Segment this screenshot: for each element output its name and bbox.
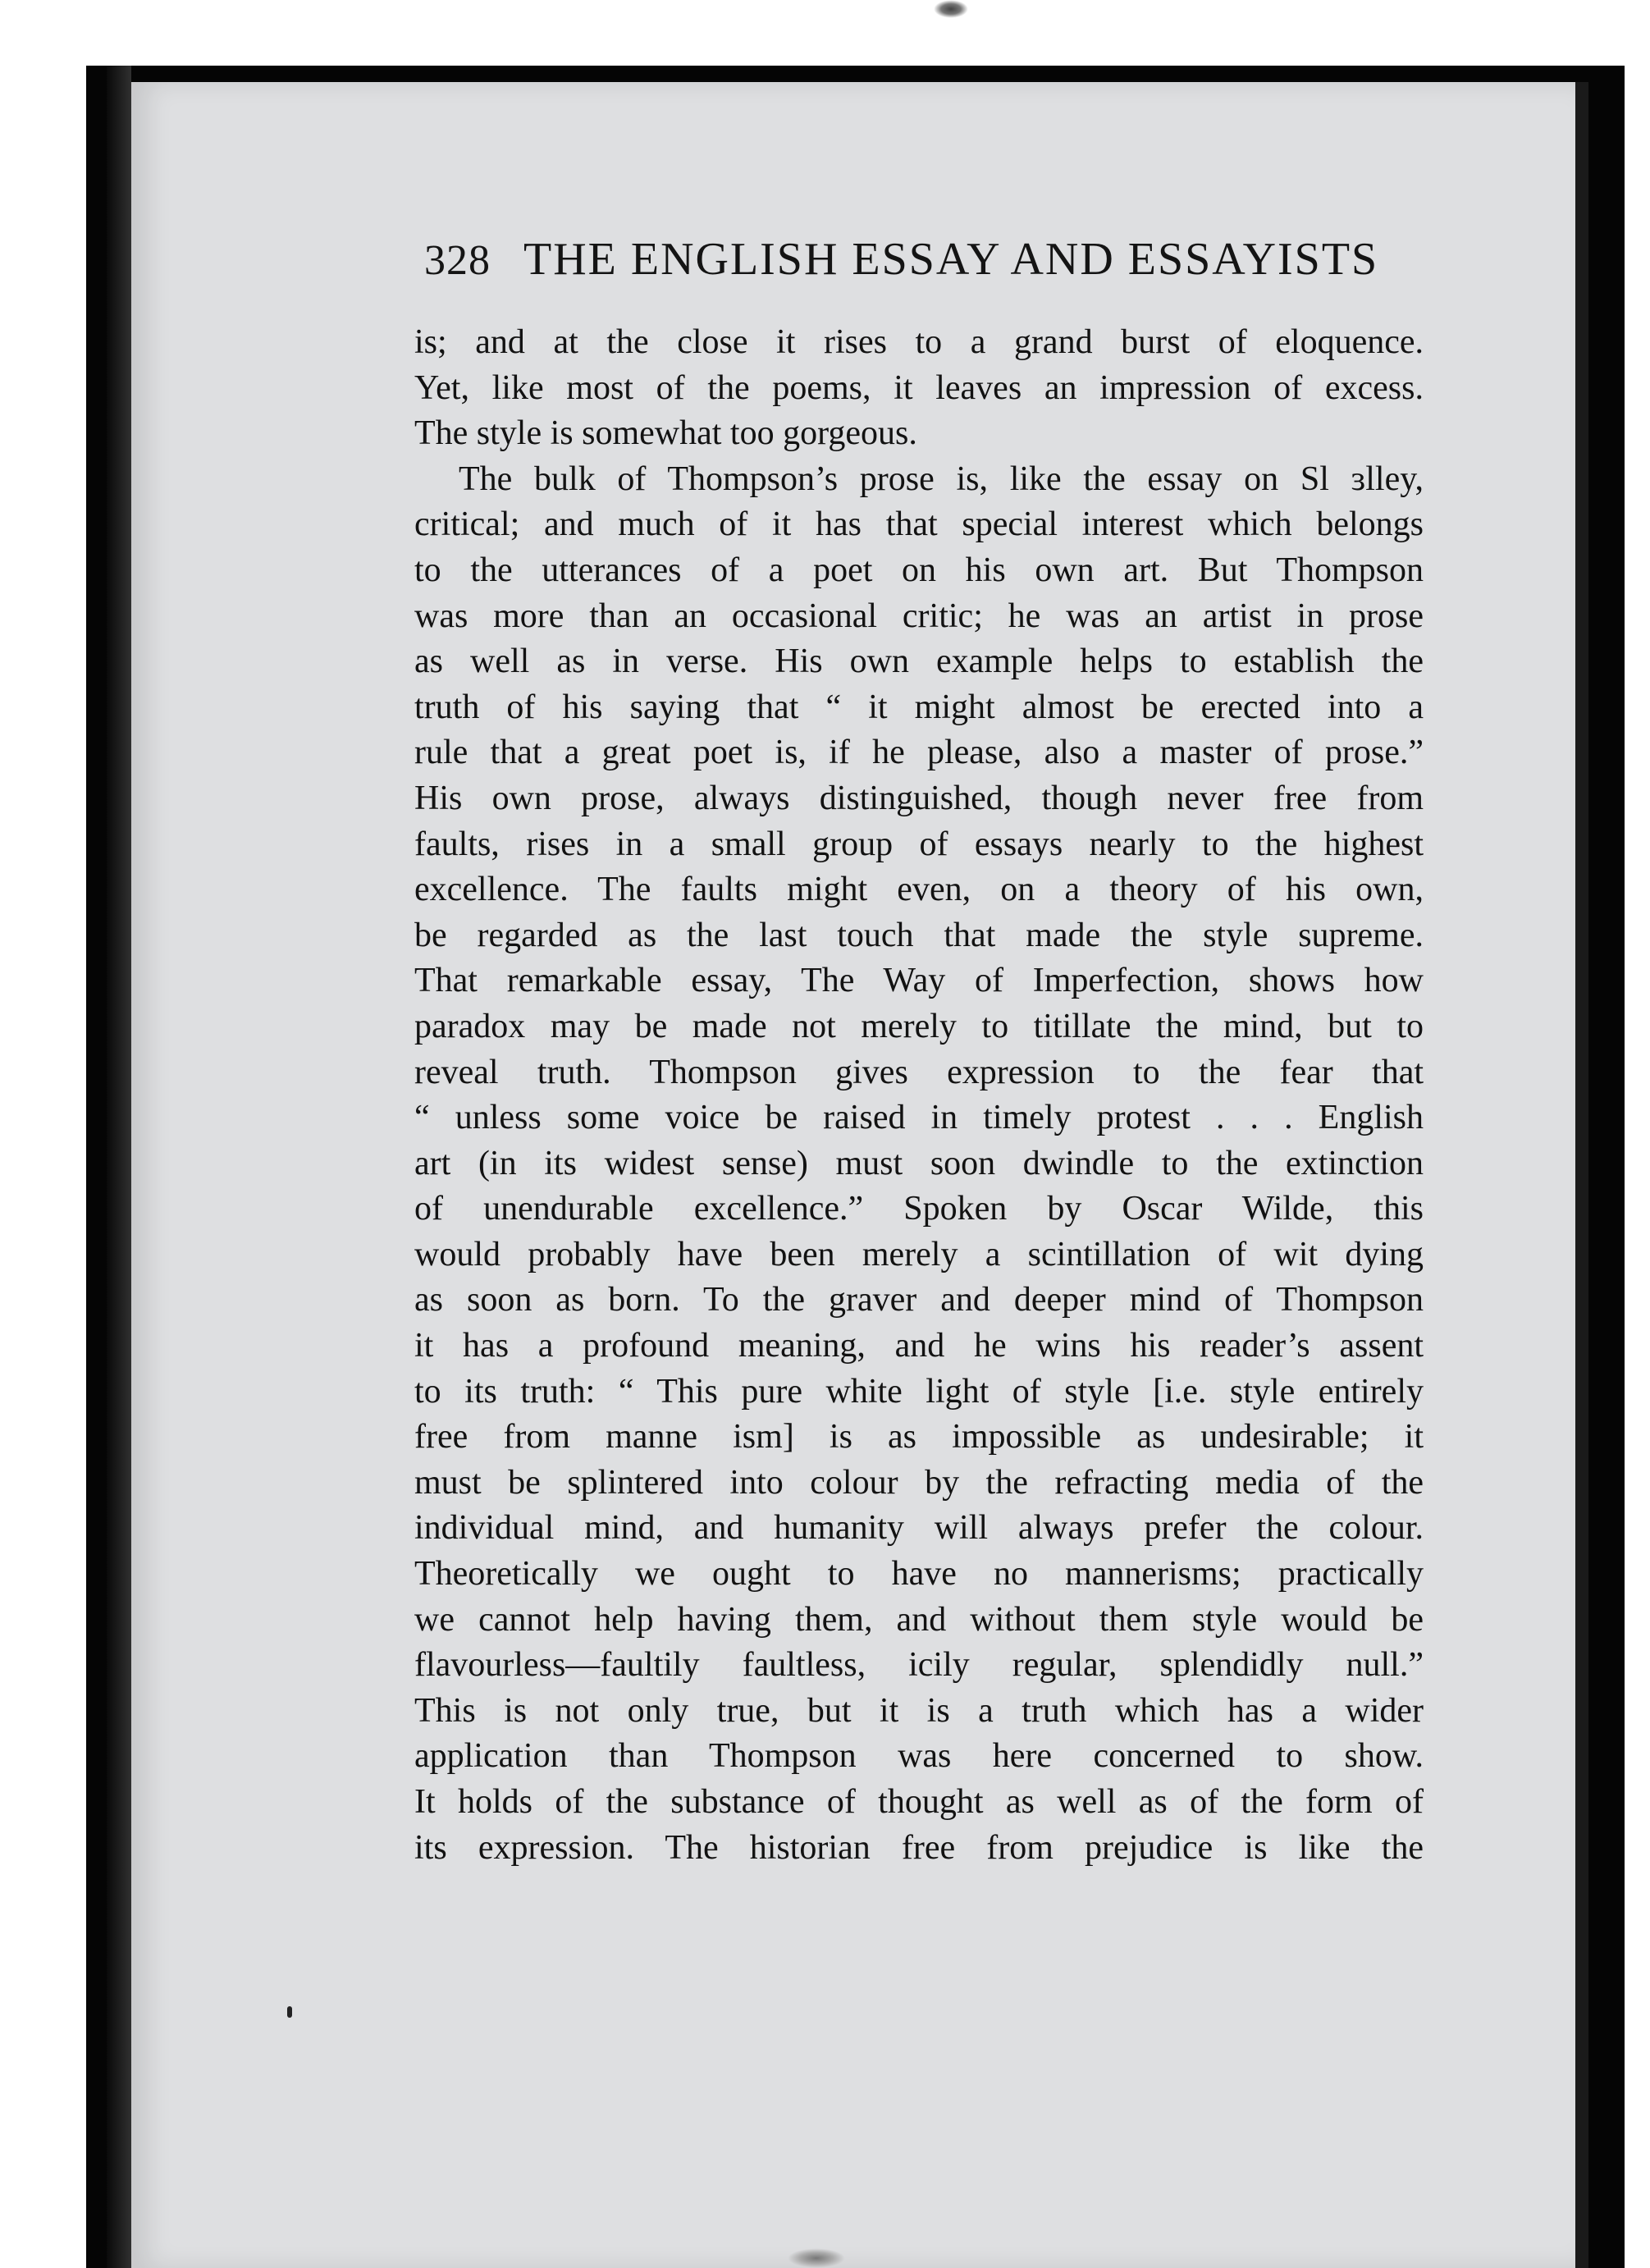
text-line: application than Thompson was here concerned to show. xyxy=(414,1737,1424,1776)
text-line: would probably have been merely a scintillation of wit dying xyxy=(414,1235,1424,1273)
text-line: critical; and much of it has that special interest which belongs xyxy=(414,505,1424,544)
text-line: paradox may be made not merely to titillate the mind, but to xyxy=(414,1007,1424,1045)
text-line: as well as in verse. His own example helps to establish the xyxy=(414,642,1424,681)
page-gutter-shadow xyxy=(107,66,131,2268)
scan-artifact-top xyxy=(934,0,968,18)
text-line: was more than an occasional critic; he was an artist in prose xyxy=(414,597,1424,635)
text-line: The style is somewhat too gorgeous. xyxy=(414,414,917,453)
page-number: 328 xyxy=(424,237,491,284)
text-line: The bulk of Thompson’s prose is, like the essay on Sl ɜlley, xyxy=(459,460,1424,498)
page-edge xyxy=(1575,82,1588,2268)
text-line: truth of his saying that “ it might almost be erected into a xyxy=(414,688,1424,726)
text-line: art (in its widest sense) must soon dwindle to the extinction xyxy=(414,1144,1424,1182)
scan-artifact-bottom xyxy=(788,2248,845,2268)
text-line: rule that a great poet is, if he please, also a master of prose.” xyxy=(414,734,1424,772)
text-line: This is not only true, but it is a truth which has a wider xyxy=(414,1691,1424,1730)
text-line: faults, rises in a small group of essays nearly to the highest xyxy=(414,825,1424,863)
text-line: its expression. The historian free from prejudice is like the xyxy=(414,1828,1424,1867)
text-line: be regarded as the last touch that made the style supreme. xyxy=(414,916,1424,954)
text-line: That remarkable essay, The Way of Imperfection, shows how xyxy=(414,962,1424,1000)
text-line: we cannot help having them, and without them style would be xyxy=(414,1600,1424,1639)
text-line: it has a profound meaning, and he wins his reader’s assent xyxy=(414,1327,1424,1365)
body-text xyxy=(414,320,1424,1871)
text-line: free from manne ism] is as impossible as undesirable; it xyxy=(414,1418,1424,1456)
text-line: as soon as born. To the graver and deeper mind of Thompson xyxy=(414,1281,1424,1319)
text-line: His own prose, always distinguished, though never free from xyxy=(414,779,1424,817)
text-line: is; and at the close it rises to a grand burst of eloquence. xyxy=(414,323,1424,361)
running-title: THE ENGLISH ESSAY AND ESSAYISTS xyxy=(523,234,1379,285)
text-line: to the utterances of a poet on his own art. But Thompson xyxy=(414,551,1424,589)
ink-speck xyxy=(287,2006,292,2018)
running-head xyxy=(424,233,1405,297)
text-line: excellence. The faults might even, on a theory of his own, xyxy=(414,871,1424,909)
text-line: to its truth: “ This pure white light of style [i.e. style entirely xyxy=(414,1372,1424,1411)
text-line: “ unless some voice be raised in timely protest . . . English xyxy=(414,1099,1424,1137)
text-line: flavourless—faultily faultless, icily regular, splendidly null.” xyxy=(414,1646,1424,1685)
text-line: Yet, like most of the poems, it leaves an impression of excess. xyxy=(414,368,1424,407)
text-line: of unendurable excellence.” Spoken by Oscar Wilde, this xyxy=(414,1190,1424,1228)
text-line: Theoretically we ought to have no mannerisms; practically xyxy=(414,1555,1424,1594)
text-line: individual mind, and humanity will always prefer the colour. xyxy=(414,1509,1424,1548)
text-line: It holds of the substance of thought as well as of the form of xyxy=(414,1783,1424,1821)
text-line: must be splintered into colour by the refracting media of the xyxy=(414,1463,1424,1502)
text-line: reveal truth. Thompson gives expression to the fear that xyxy=(414,1053,1424,1091)
